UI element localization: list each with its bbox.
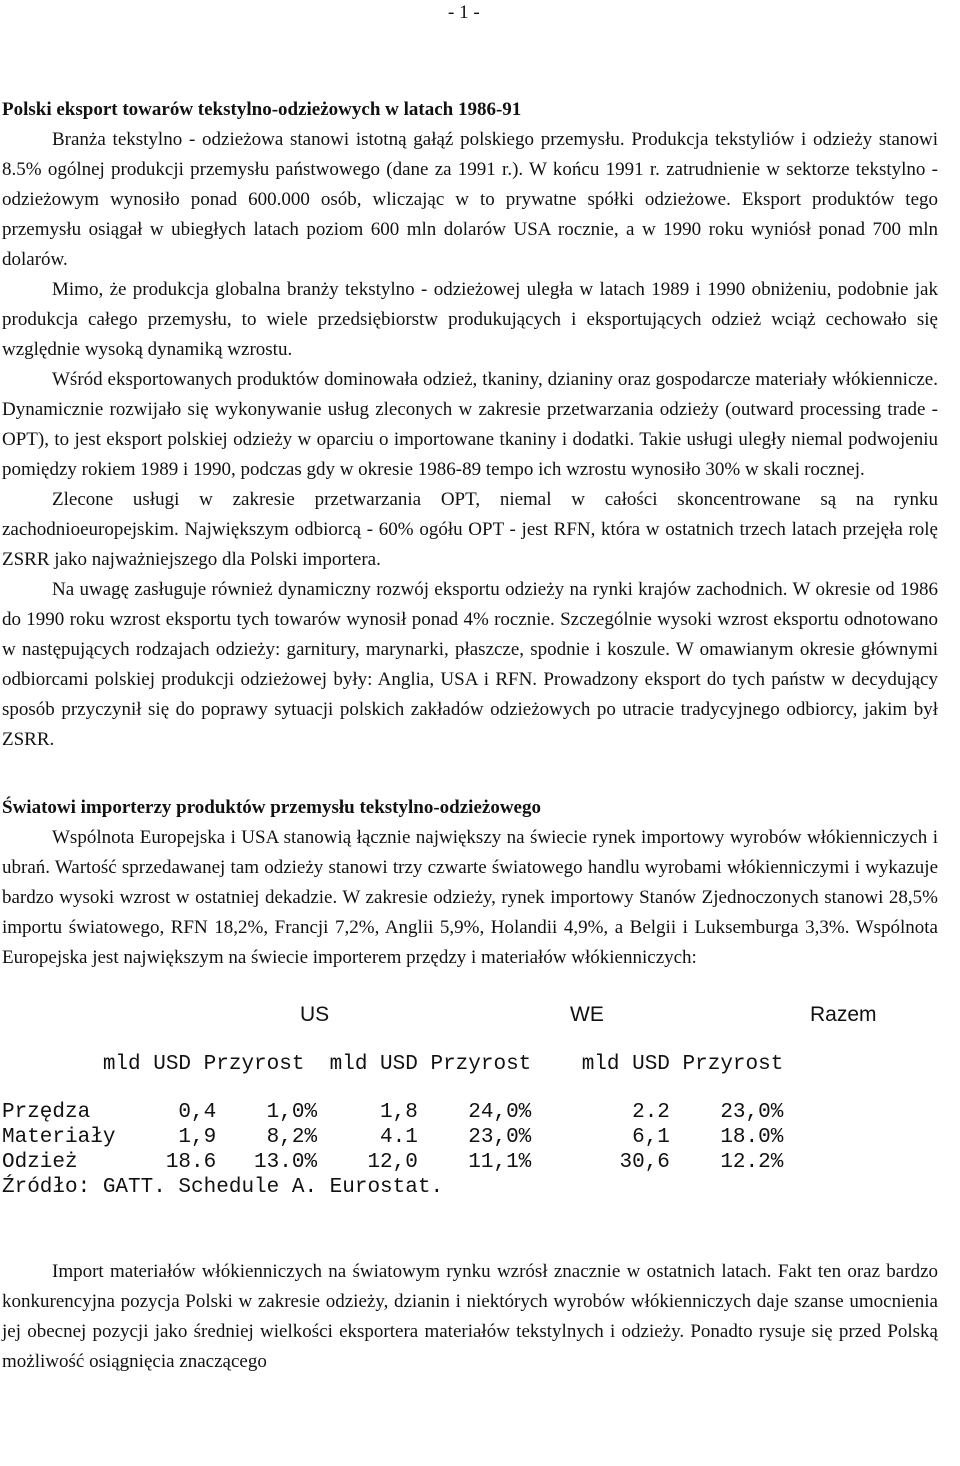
table-row: Materiały 1,9 8,2% 4.1 23,0% 6,1 18.0% <box>2 1126 784 1149</box>
paragraph: Wśród eksportowanych produktów dominowała odzież, tkaniny, dzianiny oraz gospodarcze materiały włókiennicze. Dynamicznie rozwijało się wykonywanie usług zleconych w zakresie przetwarzania odzieży (outward processing trade - OPT), to jest eksport polskiej odzieży w oparciu o importowane tkaniny i dodatki. Takie usługi uległy niemal podwojeniu pomiędzy rokiem 1989 i 1990, podczas gdy w okresie 1986-89 tempo ich wzrostu wynosiło 30% w skali rocznej. <box>2 369 938 480</box>
table-sub-header: mld USD Przyrost mld USD Przyrost mld USD Przyrost <box>2 1053 784 1076</box>
section-title-export: Polski eksport towarów tekstylno-odzieżowych w latach 1986-91 <box>2 99 522 120</box>
paragraph: Import materiałów włókienniczych na światowym rynku wzrósł znacznie w ostatnich latach. Fakt ten oraz bardzo konkurencyjna pozycja Polski w zakresie odzieży, dzianin i niektórych wyrobów włókienniczych daje szanse umocnienia jej obecnej pozycji jako średniej wielkości eksportera materiałów tekstylnych i odzieży. Ponadto rysuje się przed Polską możliwość osiągnięcia znaczącego <box>2 1261 938 1372</box>
table-row: Odzież 18.6 13.0% 12,0 11,1% 30,6 12.2% <box>2 1151 784 1174</box>
document-body <box>2 95 938 1377</box>
table-row: Przędza 0,4 1,0% 1,8 24,0% 2.2 23,0% <box>2 1101 784 1124</box>
table-group-header-us: US <box>300 1003 330 1026</box>
table-source: Źródło: GATT. Schedule A. Eurostat. <box>2 1176 444 1199</box>
page-number: - 1 - <box>448 2 480 23</box>
paragraph: Na uwagę zasługuje również dynamiczny rozwój eksportu odzieży na rynki krajów zachodnich. W okresie od 1986 do 1990 roku wzrost eksportu tych towarów wynosił ponad 4% rocznie. Szczególnie wysoki wzrost eksportu odnotowano w następujących rodzajach odzieży: garnitury, marynarki, płaszcze, spodnie i koszule. W omawianym okresie głównymi odbiorcami polskiej produkcji odzieżowej były: Anglia, USA i RFN. Prowadzony eksport do tych państw w decydujący sposób przyczynił się do poprawy sytuacji polskich zakładów odzieżowych po utracie tradycyjnego odbiorcy, jakim był ZSRR. <box>2 579 938 750</box>
paragraph: Zlecone usługi w zakresie przetwarzania OPT, niemal w całości skoncentrowane są na rynku zachodnioeuropejskim. Największym odbiorcą - 60% ogółu OPT - jest RFN, która w ostatnich trzech latach przejęła rolę ZSRR jako najważniejszego dla Polski importera. <box>2 489 938 570</box>
table-group-header-total: Razem <box>810 1003 877 1026</box>
section-title-importers: Światowi importerzy produktów przemysłu tekstylno-odzieżowego <box>2 797 541 818</box>
paragraph: Wspólnota Europejska i USA stanowią łącznie największy na świecie rynek importowy wyrobów włókienniczych i ubrań. Wartość sprzedawanej tam odzieży stanowi trzy czwarte światowego handlu wyrobami włókienniczymi i wykazuje bardzo wysoki wzrost w ostatniej dekadzie. W zakresie odzieży, rynek importowy Stanów Zjednoczonych stanowi 28,5% importu światowego, RFN 18,2%, Francji 7,2%, Anglii 5,9%, Holandii 4,9%, a Belgii i Luksemburga 3,3%. Wspólnota Europejska jest największym na świecie importerem przędzy i materiałów włókienniczych: <box>2 827 938 968</box>
import-table <box>2 1003 938 1213</box>
table-group-header-we: WE <box>570 1003 604 1026</box>
paragraph: Mimo, że produkcja globalna branży tekstylno - odzieżowej uległa w latach 1989 i 1990 obniżeniu, podobnie jak produkcja całego przemysłu, to wiele przedsiębiorstw produkujących i eksportujących odzież wciąż cechowało się względnie wysoką dynamiką wzrostu. <box>2 279 938 360</box>
paragraph: Branża tekstylno - odzieżowa stanowi istotną gałąź polskiego przemysłu. Produkcja tekstyliów i odzieży stanowi 8.5% ogólnej produkcji przemysłu państwowego (dane za 1991 r.). W końcu 1991 r. zatrudnienie w sektorze tekstylno - odzieżowym wynosiło ponad 600.000 osób, wliczając w to prywatne spółki odzieżowe. Eksport produktów tego przemysłu osiągał w ubiegłych latach poziom 600 mln dolarów USA rocznie, a w 1990 roku wyniósł ponad 700 mln dolarów. <box>2 129 938 270</box>
